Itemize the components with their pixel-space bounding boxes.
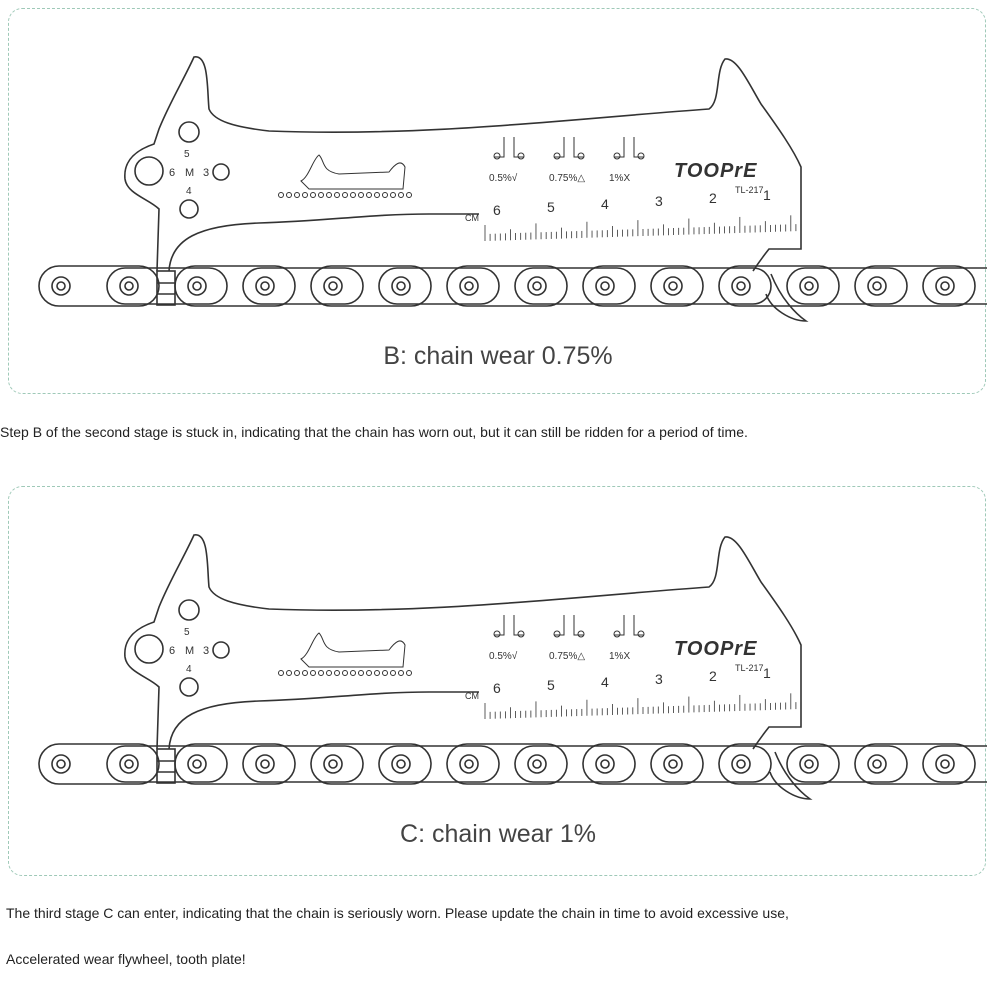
chain-roller: [664, 277, 682, 295]
wear-mark-label: 0.5%√: [489, 173, 518, 184]
wear-mark-label: 1%X: [609, 173, 631, 184]
chain-roller: [392, 277, 410, 295]
wear-mark-roller: [578, 153, 584, 159]
mini-chain-roller: [391, 671, 396, 676]
chain-roller: [868, 755, 886, 773]
mini-chain-roller: [367, 193, 372, 198]
chain-roller: [460, 277, 478, 295]
ruler-number: 6: [493, 202, 501, 218]
wear-mark-icon: [554, 137, 584, 159]
gauge-hole-5: [179, 122, 199, 142]
ruler-unit: CM: [465, 691, 479, 701]
gauge-hole-3: [213, 164, 229, 180]
mini-chain-roller: [295, 671, 300, 676]
chain-roller: [256, 755, 274, 773]
ruler-unit: CM: [465, 213, 479, 223]
wear-mark-icon: [494, 615, 524, 637]
ruler-number: 1: [763, 187, 771, 203]
wear-mark-icon: [554, 615, 584, 637]
description-b: Step B of the second stage is stuck in, indicating that the chain has worn out, but it can still be ridden for a period of time.: [0, 424, 748, 440]
mini-chain-roller: [375, 193, 380, 198]
chain-roller: [52, 277, 70, 295]
brand-logo: TOOPrE: [674, 638, 758, 660]
chain-pin: [941, 282, 949, 290]
bike-chain: [39, 266, 987, 306]
chain-pin: [465, 760, 473, 768]
gauge-hook: [770, 752, 810, 799]
ruler-number: 5: [547, 677, 555, 693]
chain-roller: [392, 755, 410, 773]
wear-mark-label: 0.75%△: [549, 173, 586, 184]
wear-mark-roller: [614, 153, 620, 159]
model-number: TL-217: [735, 663, 764, 673]
mini-chain-roller: [311, 671, 316, 676]
hole-label-m: M: [185, 167, 195, 179]
chain-roller: [800, 277, 818, 295]
mini-chain-roller: [295, 193, 300, 198]
hole-label-4: 4: [186, 664, 192, 675]
mini-chain-roller: [383, 671, 388, 676]
chain-roller: [528, 755, 546, 773]
description-c-line2: Accelerated wear flywheel, tooth plate!: [6, 951, 246, 967]
chain-roller: [596, 755, 614, 773]
bike-chain: [39, 744, 987, 784]
mini-chain-roller: [303, 193, 308, 198]
ruler-number: 1: [763, 665, 771, 681]
chain-pin: [125, 760, 133, 768]
model-number: TL-217: [735, 185, 764, 195]
wear-mark-roller: [554, 631, 560, 637]
mini-chain-roller: [279, 671, 284, 676]
gauge-hole-3: [213, 642, 229, 658]
chain-pin: [261, 282, 269, 290]
wear-mark-icon: [614, 615, 644, 637]
wear-mark-label: 0.5%√: [489, 651, 518, 662]
ruler-number: 4: [601, 674, 609, 690]
panel-c-diagram: [8, 486, 986, 876]
chain-pin: [57, 282, 65, 290]
gauge-tool: [125, 535, 810, 799]
ruler-number: 5: [547, 199, 555, 215]
wear-mark-roller: [494, 153, 500, 159]
mini-chain-roller: [399, 671, 404, 676]
chain-inner-link: [923, 746, 987, 782]
mini-chain-roller: [351, 671, 356, 676]
wear-mark-roller: [578, 631, 584, 637]
chain-roller: [936, 277, 954, 295]
wear-mark-label: 1%X: [609, 651, 631, 662]
chain-pin: [873, 282, 881, 290]
wear-mark-roller: [638, 631, 644, 637]
ruler-number: 6: [493, 680, 501, 696]
wear-mark-icon: [494, 137, 524, 159]
gauge-hole-4: [180, 200, 198, 218]
chain-pin: [261, 760, 269, 768]
wear-mark-label: 0.75%△: [549, 651, 586, 662]
hole-label-5: 5: [184, 149, 190, 160]
chain-roller: [936, 755, 954, 773]
brand-logo: TOOPrE: [674, 160, 758, 182]
hole-label-6: 6: [169, 645, 176, 657]
gauge-hole-4: [180, 678, 198, 696]
hole-label-3: 3: [203, 645, 210, 657]
mini-chain-roller: [335, 671, 340, 676]
chain-pin: [669, 282, 677, 290]
chain-pin: [193, 282, 201, 290]
chain-roller: [732, 755, 750, 773]
chain-roller: [120, 277, 138, 295]
chain-pin: [57, 760, 65, 768]
chain-roller: [188, 755, 206, 773]
mini-chain-roller: [319, 193, 324, 198]
gauge-hole-5: [179, 600, 199, 620]
chain-roller: [52, 755, 70, 773]
hole-label-4: 4: [186, 186, 192, 197]
chain-roller: [800, 755, 818, 773]
chain-pin: [397, 760, 405, 768]
chain-roller: [460, 755, 478, 773]
mini-chain-roller: [351, 193, 356, 198]
chain-pin: [737, 282, 745, 290]
mini-chain-roller: [391, 193, 396, 198]
panel-b-diagram: [8, 8, 986, 394]
ruler-number: 2: [709, 190, 717, 206]
mini-gauge-print: [279, 633, 412, 676]
ruler-scale: [465, 187, 801, 241]
mini-chain-roller: [343, 671, 348, 676]
mini-chain-roller: [399, 193, 404, 198]
chain-pin: [329, 282, 337, 290]
ruler-number: 2: [709, 668, 717, 684]
chain-pin: [873, 760, 881, 768]
mini-gauge-print: [279, 155, 412, 198]
hole-label-3: 3: [203, 167, 210, 179]
chain-roller: [188, 277, 206, 295]
chain-roller: [256, 277, 274, 295]
description-c-line1: The third stage C can enter, indicating that the chain is seriously worn. Please update the chain in time to avoid excessive use,: [6, 905, 789, 921]
hole-label-m: M: [185, 645, 195, 657]
mini-chain-roller: [327, 671, 332, 676]
hole-label-6: 6: [169, 167, 176, 179]
mini-chain-roller: [319, 671, 324, 676]
chain-roller: [324, 277, 342, 295]
mini-chain-roller: [367, 671, 372, 676]
chain-roller: [120, 755, 138, 773]
mini-chain-roller: [383, 193, 388, 198]
gauge-hole-6: [135, 157, 163, 185]
wear-mark-roller: [518, 153, 524, 159]
mini-chain-roller: [375, 671, 380, 676]
mini-chain-roller: [335, 193, 340, 198]
chain-gauge-illustration-b: [9, 9, 987, 339]
wear-mark-roller: [638, 153, 644, 159]
chain-pin: [397, 282, 405, 290]
chain-pin: [601, 760, 609, 768]
chain-pin: [125, 282, 133, 290]
chain-pin: [669, 760, 677, 768]
mini-gauge-shape: [301, 155, 405, 189]
chain-gauge-illustration-c: [9, 487, 987, 817]
chain-pin: [737, 760, 745, 768]
ruler-number: 4: [601, 196, 609, 212]
ruler-number: 3: [655, 193, 663, 209]
chain-roller: [324, 755, 342, 773]
chain-pin: [193, 760, 201, 768]
mini-chain-roller: [303, 671, 308, 676]
gauge-hole-6: [135, 635, 163, 663]
gauge-hook: [766, 274, 806, 321]
mini-gauge-shape: [301, 633, 405, 667]
chain-roller: [732, 277, 750, 295]
wear-mark-icon: [614, 137, 644, 159]
chain-pin: [533, 282, 541, 290]
wear-mark-roller: [494, 631, 500, 637]
hole-label-5: 5: [184, 627, 190, 638]
chain-inner-link: [923, 268, 987, 304]
chain-roller: [528, 277, 546, 295]
chain-pin: [533, 760, 541, 768]
ruler-scale: [465, 665, 801, 719]
chain-roller: [664, 755, 682, 773]
mini-chain-roller: [407, 193, 412, 198]
mini-chain-roller: [343, 193, 348, 198]
wear-mark-roller: [614, 631, 620, 637]
chain-pin: [465, 282, 473, 290]
mini-chain-roller: [279, 193, 284, 198]
mini-chain-roller: [359, 671, 364, 676]
mini-chain-roller: [311, 193, 316, 198]
chain-pin: [805, 282, 813, 290]
caption-c: C: chain wear 1%: [400, 820, 596, 848]
chain-roller: [596, 277, 614, 295]
mini-chain-roller: [327, 193, 332, 198]
chain-pin: [805, 760, 813, 768]
chain-pin: [601, 282, 609, 290]
chain-pin: [941, 760, 949, 768]
wear-mark-roller: [554, 153, 560, 159]
caption-b: B: chain wear 0.75%: [383, 342, 613, 370]
chain-roller: [868, 277, 886, 295]
chain-pin: [329, 760, 337, 768]
ruler-number: 3: [655, 671, 663, 687]
mini-chain-roller: [359, 193, 364, 198]
mini-chain-roller: [407, 671, 412, 676]
mini-chain-roller: [287, 671, 292, 676]
mini-chain-roller: [287, 193, 292, 198]
wear-mark-roller: [518, 631, 524, 637]
